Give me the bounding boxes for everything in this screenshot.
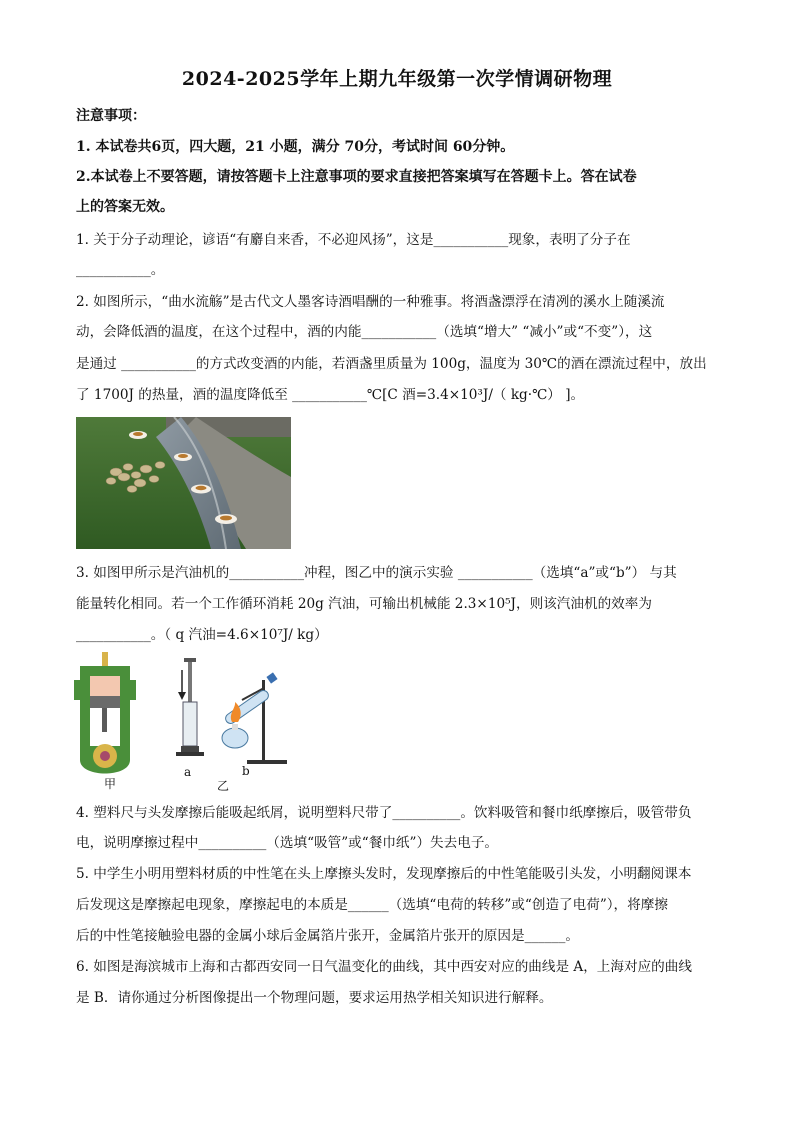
figure-label-jia: 甲 [104,777,117,791]
q2-line2: 动，会降低酒的温度，在这个过程中，酒的内能___________（选填“增大” “减小”或“不变”），这 [76,324,653,340]
q6-line2: 是 B．请你通过分析图像提出一个物理问题，要求运用热学相关知识进行解释。 [76,990,553,1006]
q4-line2: 电，说明摩擦过程中__________（选填“吸管”或“餐巾纸”）失去电子。 [76,835,499,851]
q2-line1: 2. 如图所示，“曲水流觞”是古代文人墨客诗酒唱酬的一种雅事。将酒盏漂浮在清冽的溪水上随溪流 [76,294,665,310]
q2-line3: 是通过 ___________的方式改变酒的内能，若酒盏里质量为 100g，温度为 30℃的酒在漂流过程中，放出 [76,356,707,372]
q5-line2: 后发现这是摩擦起电现象，摩擦起电的本质是______（选填“电荷的转移”或“创造了电荷”），将摩擦 [76,897,668,913]
q4-line1: 4. 塑料尺与头发摩擦后能吸起纸屑，说明塑料尺带了__________。饮料吸管和餐巾纸摩擦后，吸管带负 [76,805,692,821]
notice-heading: 注意事项： [76,108,146,124]
q1-line1: 1. 关于分子动理论，谚语“有麝自来香，不必迎风扬”，这是___________现象，表明了分子在 [76,232,631,248]
notice-item-1: 1. 本试卷共6页，四大题，21 小题，满分 70分，考试时间 60分钟。 [76,139,515,155]
q3-line1: 3. 如图甲所示是汽油机的___________冲程，图乙中的演示实验 ___________（选填“a”或“b”） 与其 [76,565,677,581]
figure-label-yi: 乙 [217,779,230,793]
engine-experiment-figure [72,650,302,795]
q3-line2: 能量转化相同。若一个工作循环消耗 20g 汽油，可输出机械能 2.3×10⁵J，则该汽油机的效率为 [76,596,652,612]
page-title: 2024-2025学年上期九年级第一次学情调研物理 [181,68,613,90]
figure-label-b: b [242,764,250,778]
q5-line3: 后的中性笔接触验电器的金属小球后金属箔片张开，金属箔片张开的原因是______。 [76,928,579,944]
figure-label-a: a [184,765,192,779]
experiment-b-apparatus [222,672,287,764]
notice-item-2-line1: 2.本试卷上不要答题，请按答题卡上注意事项的要求直接把答案填写在答题卡上。答在试卷 [76,169,637,185]
q2-line4: 了 1700J 的热量，酒的温度降低至 ___________℃[C 酒=3.4×10³J/（ kg·℃） ]。 [76,387,585,403]
q6-line1: 6. 如图是海滨城市上海和古都西安同一日气温变化的曲线，其中西安对应的曲线是 A，上海对应的曲线 [76,959,692,975]
stream-cups-photo [76,417,291,549]
experiment-a-apparatus [176,658,204,756]
q1-line2: ___________。 [76,262,165,278]
q5-line1: 5. 中学生小明用塑料材质的中性笔在头上摩擦头发时，发现摩擦后的中性笔能吸引头发，小明翻阅课本 [76,866,692,882]
notice-item-2-line2: 上的答案无效。 [76,199,174,215]
q3-line3: ___________。（ q 汽油=4.6×10⁷J/ kg） [76,627,328,643]
gasoline-engine-diagram [74,652,136,774]
